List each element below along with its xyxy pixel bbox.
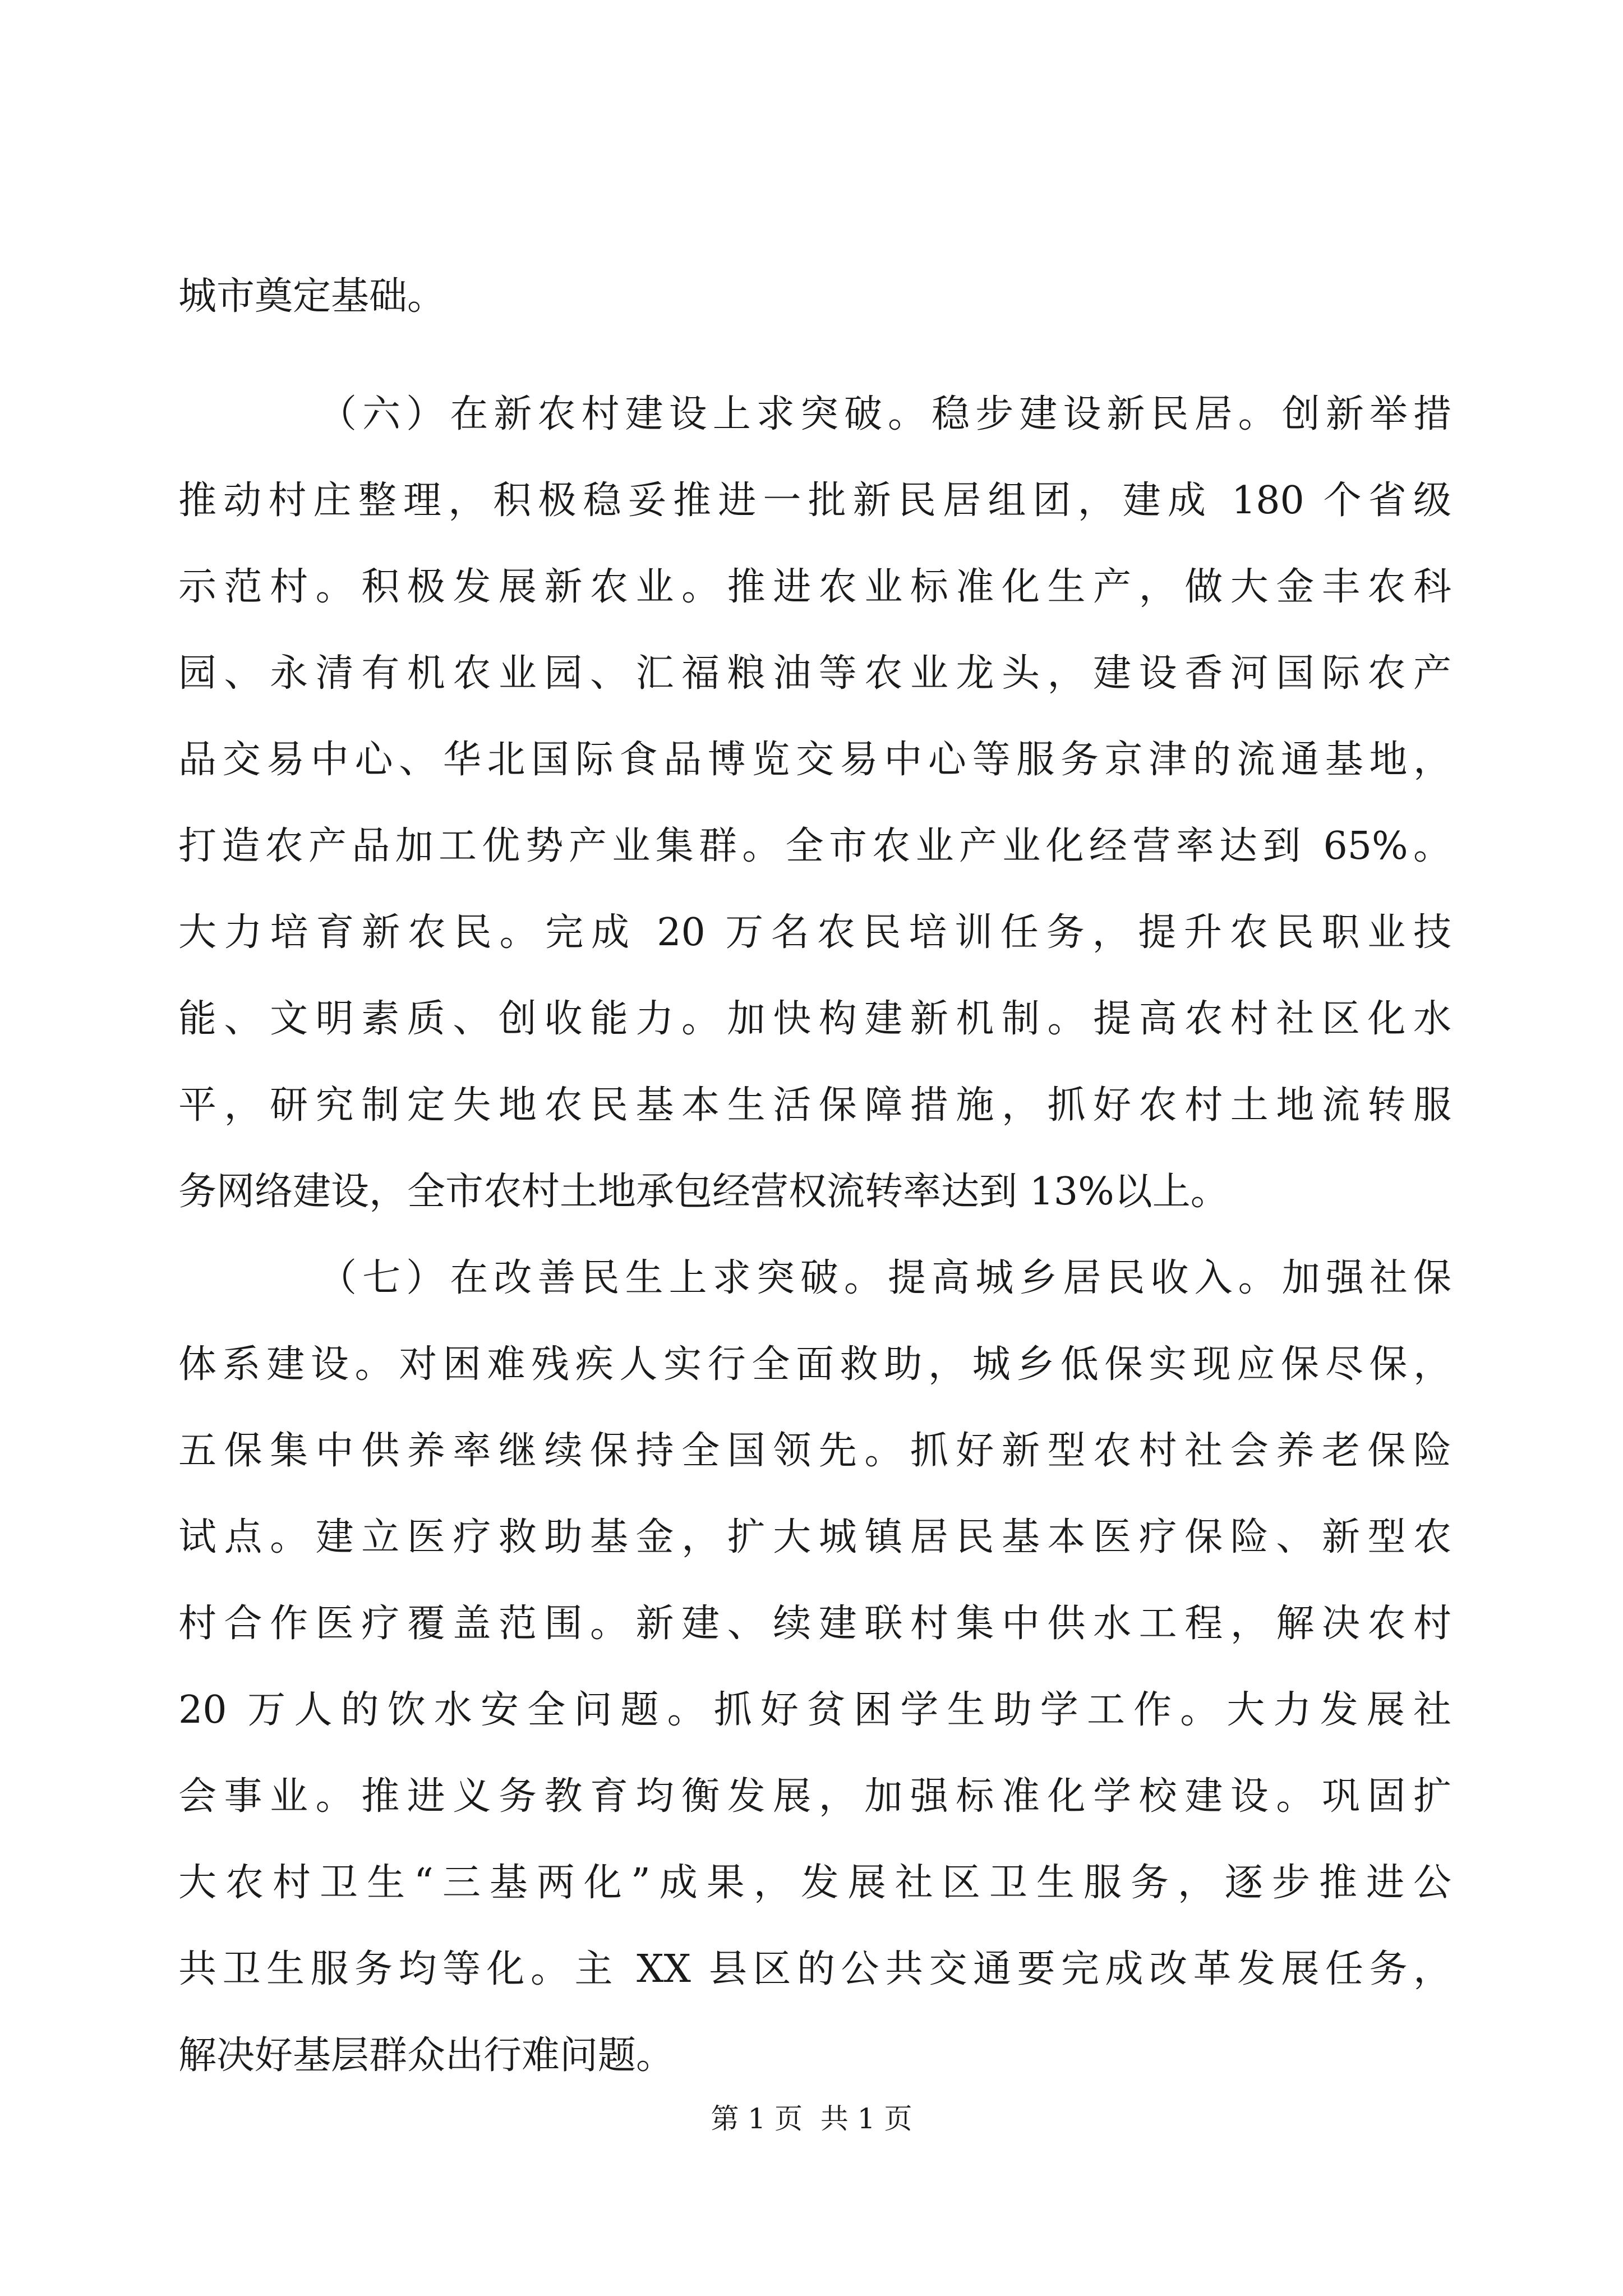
text-line: 能、文明素质、创收能力。加快构建新机制。提高农村社区化水 <box>178 997 1451 1041</box>
text-line: 城市奠定基础。 <box>178 274 446 319</box>
paragraph-6-first-line: （六）在新农村建设上求突破。稳步建设新民居。创新举措 <box>319 392 1451 436</box>
text-line: 示范村。积极发展新农业。推进农业标准化生产，做大金丰农科 <box>178 565 1451 609</box>
text-line: 务网络建设，全市农村土地承包经营权流转率达到 13%以上。 <box>178 1170 1229 1214</box>
text-line: 大力培育新农民。完成 20 万名农民培训任务，提升农民职业技 <box>178 910 1451 955</box>
text-line: 共卫生服务均等化。主 XX 县区的公共交通要完成改革发展任务， <box>178 1947 1451 1991</box>
text-line: 平，研究制定失地农民基本生活保障措施，抓好农村土地流转服 <box>178 1083 1451 1128</box>
text-line: 打造农产品加工优势产业集群。全市农业产业化经营率达到 65%。 <box>178 824 1451 868</box>
page-number-footer: 第 1 页 共 1 页 <box>711 2102 912 2135</box>
text-line: 体系建设。对困难残疾人实行全面救助，城乡低保实现应保尽保， <box>178 1342 1451 1387</box>
text-line: 推动村庄整理，积极稳妥推进一批新民居组团，建成 180 个省级 <box>178 478 1451 523</box>
text-line: 试点。建立医疗救助基金，扩大城镇居民基本医疗保险、新型农 <box>178 1515 1451 1559</box>
text-line: 园、永清有机农业园、汇福粮油等农业龙头，建设香河国际农产 <box>178 651 1451 696</box>
text-line: 村合作医疗覆盖范围。新建、续建联村集中供水工程，解决农村 <box>178 1602 1451 1646</box>
text-line: 五保集中供养率继续保持全国领先。抓好新型农村社会养老保险 <box>178 1429 1451 1473</box>
text-line: 20 万人的饮水安全问题。抓好贫困学生助学工作。大力发展社 <box>178 1688 1451 1732</box>
text-line: 解决好基层群众出行难问题。 <box>178 2033 675 2078</box>
text-line: 会事业。推进义务教育均衡发展，加强标准化学校建设。巩固扩 <box>178 1774 1451 1819</box>
text-line: 品交易中心、华北国际食品博览交易中心等服务京津的流通基地， <box>178 738 1451 782</box>
text-line: 大农村卫生“三基两化”成果，发展社区卫生服务，逐步推进公 <box>178 1861 1451 1905</box>
paragraph-7-first-line: （七）在改善民生上求突破。提高城乡居民收入。加强社保 <box>319 1256 1451 1300</box>
